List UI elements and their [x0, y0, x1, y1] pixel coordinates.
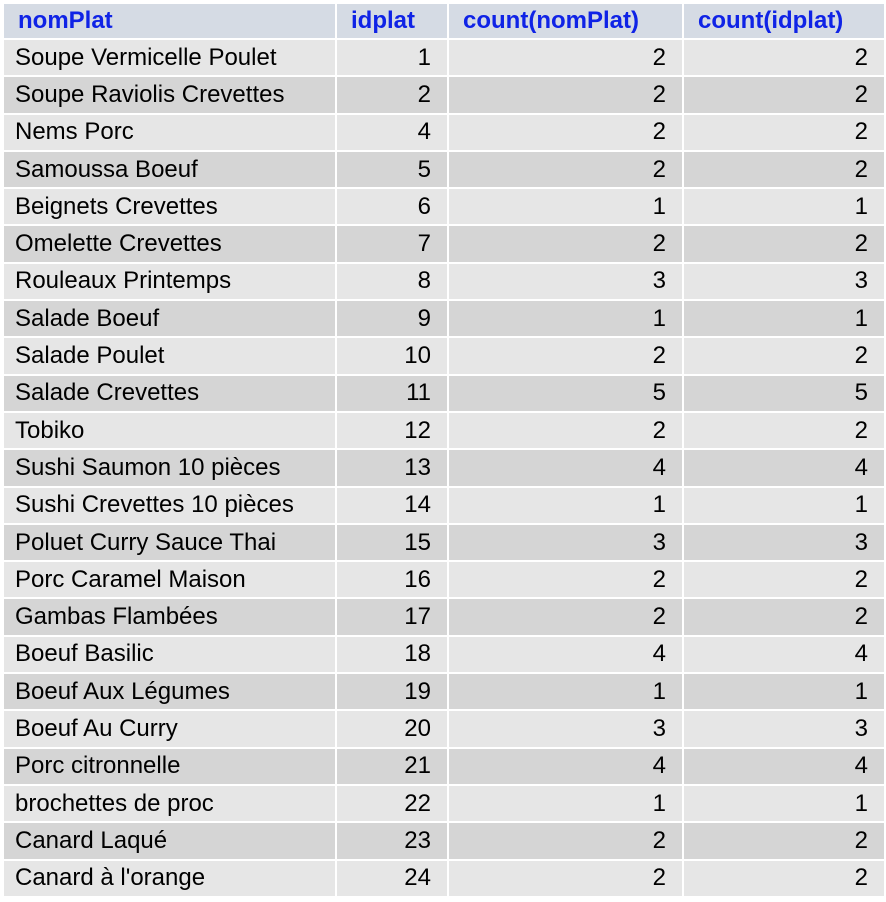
- cell-count-nomplat: 4: [449, 637, 682, 672]
- cell-idplat: 9: [337, 301, 447, 336]
- cell-idplat: 19: [337, 674, 447, 709]
- cell-idplat: 14: [337, 488, 447, 523]
- table-row: [4, 338, 884, 373]
- column-header-idplat[interactable]: idplat: [337, 4, 447, 38]
- cell-idplat: 7: [337, 226, 447, 261]
- cell-nomplat: Tobiko: [4, 413, 335, 448]
- cell-count-nomplat: 4: [449, 749, 682, 784]
- table-row: [4, 376, 884, 411]
- table-row: [4, 301, 884, 336]
- cell-idplat: 20: [337, 711, 447, 746]
- cell-count-nomplat: 1: [449, 301, 682, 336]
- cell-count-nomplat: 2: [449, 338, 682, 373]
- cell-count-nomplat: 2: [449, 226, 682, 261]
- cell-count-nomplat: 2: [449, 152, 682, 187]
- column-header-nomplat[interactable]: nomPlat: [4, 4, 335, 38]
- cell-nomplat: Gambas Flambées: [4, 599, 335, 634]
- table-row: [4, 264, 884, 299]
- cell-count-idplat: 2: [684, 226, 884, 261]
- table-row: [4, 711, 884, 746]
- cell-count-nomplat: 1: [449, 786, 682, 821]
- column-header-count-nomplat[interactable]: count(nomPlat): [449, 4, 682, 38]
- cell-count-idplat: 5: [684, 376, 884, 411]
- cell-count-idplat: 2: [684, 338, 884, 373]
- cell-nomplat: Boeuf Basilic: [4, 637, 335, 672]
- table-row: [4, 562, 884, 597]
- cell-count-idplat: 2: [684, 40, 884, 75]
- table-body: [4, 40, 884, 896]
- cell-nomplat: Sushi Crevettes 10 pièces: [4, 488, 335, 523]
- cell-count-idplat: 2: [684, 77, 884, 112]
- cell-count-idplat: 1: [684, 488, 884, 523]
- cell-idplat: 17: [337, 599, 447, 634]
- cell-nomplat: Boeuf Aux Légumes: [4, 674, 335, 709]
- table-row: [4, 189, 884, 224]
- cell-count-idplat: 2: [684, 115, 884, 150]
- cell-count-idplat: 1: [684, 189, 884, 224]
- table-row: [4, 226, 884, 261]
- cell-count-nomplat: 2: [449, 599, 682, 634]
- cell-count-idplat: 3: [684, 264, 884, 299]
- cell-idplat: 13: [337, 450, 447, 485]
- table-row: [4, 599, 884, 634]
- cell-count-idplat: 4: [684, 450, 884, 485]
- cell-idplat: 16: [337, 562, 447, 597]
- cell-count-nomplat: 2: [449, 562, 682, 597]
- cell-count-nomplat: 3: [449, 711, 682, 746]
- cell-idplat: 10: [337, 338, 447, 373]
- cell-count-nomplat: 4: [449, 450, 682, 485]
- cell-idplat: 15: [337, 525, 447, 560]
- cell-count-nomplat: 1: [449, 488, 682, 523]
- cell-nomplat: Samoussa Boeuf: [4, 152, 335, 187]
- column-header-count-idplat[interactable]: count(idplat): [684, 4, 884, 38]
- cell-nomplat: Salade Boeuf: [4, 301, 335, 336]
- cell-idplat: 8: [337, 264, 447, 299]
- cell-count-nomplat: 5: [449, 376, 682, 411]
- cell-idplat: 6: [337, 189, 447, 224]
- table-row: [4, 823, 884, 858]
- cell-nomplat: Sushi Saumon 10 pièces: [4, 450, 335, 485]
- cell-nomplat: Porc Caramel Maison: [4, 562, 335, 597]
- cell-count-idplat: 1: [684, 301, 884, 336]
- cell-count-nomplat: 3: [449, 264, 682, 299]
- table-row: [4, 674, 884, 709]
- cell-nomplat: Boeuf Au Curry: [4, 711, 335, 746]
- cell-idplat: 24: [337, 861, 447, 896]
- cell-nomplat: Soupe Raviolis Crevettes: [4, 77, 335, 112]
- cell-count-idplat: 2: [684, 413, 884, 448]
- cell-count-nomplat: 1: [449, 189, 682, 224]
- cell-count-nomplat: 2: [449, 861, 682, 896]
- table-row: [4, 152, 884, 187]
- cell-count-idplat: 2: [684, 861, 884, 896]
- cell-count-idplat: 3: [684, 525, 884, 560]
- cell-nomplat: Salade Poulet: [4, 338, 335, 373]
- cell-count-nomplat: 2: [449, 413, 682, 448]
- cell-nomplat: Beignets Crevettes: [4, 189, 335, 224]
- cell-count-idplat: 2: [684, 562, 884, 597]
- cell-idplat: 2: [337, 77, 447, 112]
- header-row: [4, 4, 884, 38]
- cell-idplat: 1: [337, 40, 447, 75]
- cell-count-idplat: 2: [684, 152, 884, 187]
- cell-idplat: 5: [337, 152, 447, 187]
- cell-count-nomplat: 2: [449, 823, 682, 858]
- cell-count-idplat: 1: [684, 674, 884, 709]
- cell-count-nomplat: 2: [449, 77, 682, 112]
- cell-nomplat: Nems Porc: [4, 115, 335, 150]
- table-row: [4, 77, 884, 112]
- cell-count-idplat: 4: [684, 749, 884, 784]
- cell-nomplat: brochettes de proc: [4, 786, 335, 821]
- cell-idplat: 12: [337, 413, 447, 448]
- cell-nomplat: Salade Crevettes: [4, 376, 335, 411]
- cell-idplat: 4: [337, 115, 447, 150]
- results-table: [2, 2, 886, 898]
- cell-nomplat: Canard à l'orange: [4, 861, 335, 896]
- cell-nomplat: Porc citronnelle: [4, 749, 335, 784]
- table-row: [4, 525, 884, 560]
- cell-count-idplat: 2: [684, 823, 884, 858]
- table-row: [4, 115, 884, 150]
- cell-count-idplat: 3: [684, 711, 884, 746]
- table-row: [4, 786, 884, 821]
- cell-count-nomplat: 3: [449, 525, 682, 560]
- table-row: [4, 637, 884, 672]
- table-row: [4, 40, 884, 75]
- cell-count-nomplat: 1: [449, 674, 682, 709]
- cell-count-idplat: 4: [684, 637, 884, 672]
- cell-nomplat: Omelette Crevettes: [4, 226, 335, 261]
- cell-idplat: 22: [337, 786, 447, 821]
- cell-idplat: 11: [337, 376, 447, 411]
- table-row: [4, 488, 884, 523]
- cell-idplat: 21: [337, 749, 447, 784]
- cell-idplat: 18: [337, 637, 447, 672]
- table-row: [4, 450, 884, 485]
- cell-nomplat: Poluet Curry Sauce Thai: [4, 525, 335, 560]
- cell-count-idplat: 1: [684, 786, 884, 821]
- table-row: [4, 413, 884, 448]
- table-row: [4, 749, 884, 784]
- cell-nomplat: Soupe Vermicelle Poulet: [4, 40, 335, 75]
- cell-count-nomplat: 2: [449, 115, 682, 150]
- cell-nomplat: Rouleaux Printemps: [4, 264, 335, 299]
- cell-count-nomplat: 2: [449, 40, 682, 75]
- table-row: [4, 861, 884, 896]
- cell-idplat: 23: [337, 823, 447, 858]
- cell-nomplat: Canard Laqué: [4, 823, 335, 858]
- cell-count-idplat: 2: [684, 599, 884, 634]
